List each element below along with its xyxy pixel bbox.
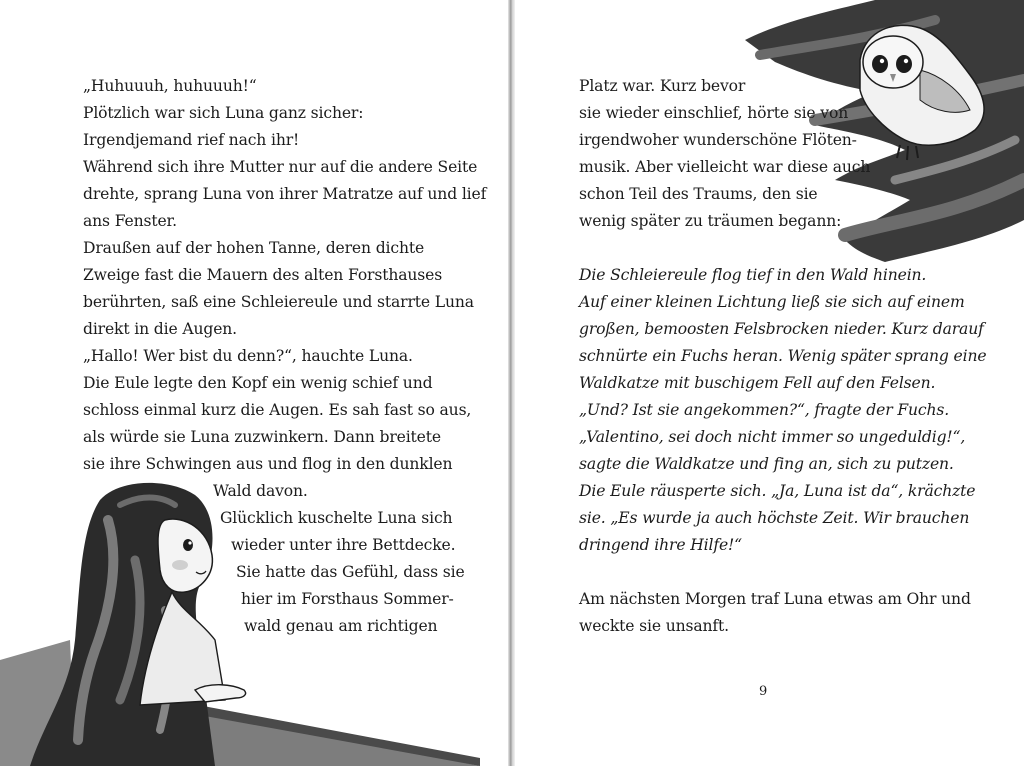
dream-text-line: sagte die Waldkatze und fing an, sich zu putzen. — [579, 455, 954, 473]
text-line: wenig später zu träumen begann: — [579, 212, 842, 230]
dream-text-line: dringend ihre Hilfe!“ — [579, 536, 742, 554]
left-page — [0, 0, 508, 766]
dream-text-line: Die Eule räusperte sich. „Ja, Luna ist da“, krächzte — [579, 482, 976, 500]
text-line: ans Fenster. — [83, 212, 177, 230]
dream-text-line: Waldkatze mit buschigem Fell auf den Felsen. — [579, 374, 936, 392]
dream-text-line: Die Schleiereule flog tief in den Wald hinein. — [579, 266, 927, 284]
text-line: Plötzlich war sich Luna ganz sicher: — [83, 104, 364, 122]
text-line: weckte sie unsanft. — [579, 617, 729, 635]
text-line: Platz war. Kurz bevor — [579, 77, 746, 95]
dream-text-line: Auf einer kleinen Lichtung ließ sie sich auf einem — [579, 293, 965, 311]
book-gutter — [508, 0, 515, 766]
text-line: sie ihre Schwingen aus und flog in den dunklen — [83, 455, 453, 473]
text-line: Sie hatte das Gefühl, dass sie — [236, 563, 465, 581]
dream-text-line: sie. „Es wurde ja auch höchste Zeit. Wir brauchen — [579, 509, 970, 527]
dream-text-line: schnürte ein Fuchs heran. Wenig später sprang eine — [579, 347, 987, 365]
text-line: Irgendjemand rief nach ihr! — [83, 131, 300, 149]
text-line: wieder unter ihre Bettdecke. — [231, 536, 456, 554]
text-line: berührten, saß eine Schleiereule und starrte Luna — [83, 293, 474, 311]
dream-text-line: großen, bemoosten Felsbrocken nieder. Kurz darauf — [579, 320, 984, 338]
text-line: hier im Forsthaus Sommer- — [241, 590, 454, 608]
dream-text-line: „Valentino, sei doch nicht immer so ungeduldig!“, — [579, 428, 966, 446]
text-line: Während sich ihre Mutter nur auf die andere Seite — [83, 158, 478, 176]
page-number: 9 — [759, 684, 768, 699]
dream-text-line: „Und? Ist sie angekommen?“, fragte der Fuchs. — [579, 401, 950, 419]
text-line: Draußen auf der hohen Tanne, deren dichte — [83, 239, 425, 257]
text-line: direkt in die Augen. — [83, 320, 237, 338]
text-line: Die Eule legte den Kopf ein wenig schief und — [83, 374, 433, 392]
text-line: als würde sie Luna zuzwinkern. Dann breitete — [83, 428, 441, 446]
text-line: sie wieder einschlief, hörte sie von — [579, 104, 849, 122]
text-line: „Hallo! Wer bist du denn?“, hauchte Luna. — [83, 347, 413, 365]
text-line: schloss einmal kurz die Augen. Es sah fast so aus, — [83, 401, 472, 419]
right-page — [515, 0, 1024, 766]
text-line: drehte, sprang Luna von ihrer Matratze auf und lief — [83, 185, 487, 203]
text-line: Wald davon. — [213, 482, 308, 500]
text-line: wald genau am richtigen — [244, 617, 438, 635]
text-line: schon Teil des Traums, den sie — [579, 185, 818, 203]
text-line: musik. Aber vielleicht war diese auch — [579, 158, 871, 176]
text-line: Am nächsten Morgen traf Luna etwas am Ohr und — [579, 590, 971, 608]
text-line: „Huhuuuh, huhuuuh!“ — [83, 77, 257, 95]
text-line: Glücklich kuschelte Luna sich — [220, 509, 453, 527]
text-line: irgendwoher wunderschöne Flöten- — [579, 131, 857, 149]
text-line: Zweige fast die Mauern des alten Forsthauses — [83, 266, 443, 284]
